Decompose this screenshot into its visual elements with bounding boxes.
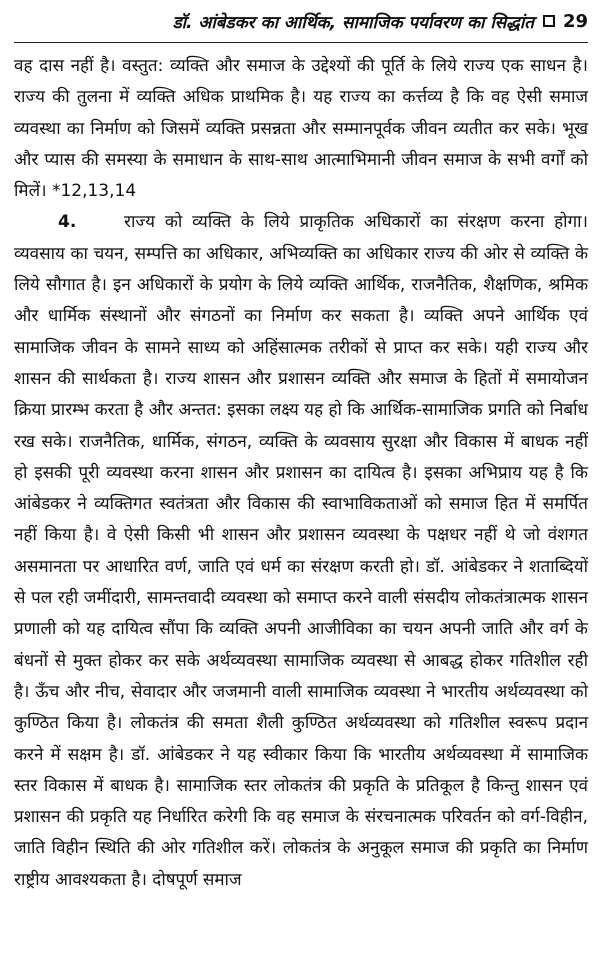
point-number: 4. xyxy=(58,212,77,233)
point-4-text: राज्य को व्यक्ति के लिये प्राकृतिक अधिकारों का संरक्षण करना होगा। व्यवसाय का चयन, सम्पत्ति का अधिकार, अभिव्यक्ति का अधिकार राज्य की ओर से व्यक्ति के लिये सौगात है। इन अधिकारों के प्रयोग के लिये व्यक्ति आर्थिक, राजनैतिक, शैक्षणिक, श्रमिक और धार्मिक संस्थानों और संगठनों का निर्माण कर सकता है। व्यक्ति अपने आर्थिक एवं सामाजिक जीवन के सामने साध्य को अहिंसात्मक तरीकों से प्राप्त कर सके। यही राज्य और शासन की सार्थकता है। राज्य शासन और प्रशासन व्यक्ति और समाज के हितों में समायोजन क्रिया प्रारम्भ करता है और अन्तत: इसका लक्ष्य यह हो कि आर्थिक-सामाजिक प्रगति को निर्बाध रख सके। राजनैतिक, धार्मिक, संगठन, व्यक्ति के व्यवसाय सुरक्षा और विकास में बाधक नहीं हो इसकी पूरी व्यवस्था करना शासन और प्रशासन का दायित्व है। इसका अभिप्राय यह है कि आंबेडकर ने व्यक्तिगत स्वतंत्रता और विकास की स्वाभाविकताओं को समाज हित में समर्पित नहीं किया है। वे ऐसी किसी भी शासन और प्रशासन व्यवस्था के पक्षधर नहीं थे जो वंशगत असमानता पर आधारित वर्ण, जाति एवं धर्म का संरक्षण करती हो। डॉ. आंबेडकर ने शताब्दियों से पल रही जमींदारी, सामन्तवादी व्यवस्था को समाप्त करने वाली संसदीय लोकतंत्रात्मक शासन प्रणाली को यह दायित्व सौंपा कि व्यक्ति अपनी आजीविका का चयन अपनी जाति और वर्ग के बंधनों से मुक्त होकर कर सके अर्थव्यवस्था सामाजिक व्यवस्था से आबद्ध होकर गतिशील रही है। ऊँच और नीच, सेवादार और जजमानी वाली सामाजिक व्यवस्था ने भारतीय अर्थव्यवस्था को कुण्ठित किया है। लोकतंत्र की समता शैली कुण्ठित अर्थव्यवस्था को गतिशील स्वरूप प्रदान करने में सक्षम है। डॉ. आंबेडकर ने यह स्वीकार किया कि भारतीय अर्थव्यवस्था में सामाजिक स्तर विकास में बाधक है। सामाजिक स्तर लोकतंत्र की प्रकृति के प्रतिकूल है किन्तु शासन एवं प्रशासन की प्रकृति यह निर्धारित करेगी कि वह समाज के संरचनात्मक परिवर्तन को वर्ग-विहीन, जाति विहीन स्थिति की ओर गतिशील करें। लोकतंत्र के अनुकूल समाज की प्रकृति का निर्माण राष्ट्रीय आवश्यकता है। दोषपूर्ण समाज xyxy=(14,212,588,890)
running-header-title: डॉ. आंबेडकर का आर्थिक, सामाजिक पर्यावरण का सिद्धांत xyxy=(172,12,534,33)
continuation-paragraph: वह दास नहीं है। वस्तुत: व्यक्ति और समाज के उद्देश्यों की पूर्ति के लिये राज्य एक साधन है। राज्य की तुलना में व्यक्ति अधिक प्राथमिक है। यह राज्य का कर्त्तव्य है कि वह ऐसी समाज व्यवस्था का निर्माण को जिसमें व्यक्ति प्रसन्नता और सम्मानपूर्वक जीवन व्यतीत कर सके। भूख और प्यास की समस्या के समाधान के साथ-साथ आत्माभिमानी जीवन समाज के सभी वर्गों को मिलें। *12,13,14 xyxy=(14,56,588,202)
body-text xyxy=(14,51,588,896)
point-4-paragraph xyxy=(14,207,588,896)
page-number: 29 xyxy=(562,10,588,32)
running-header xyxy=(14,0,588,43)
square-bullet-icon xyxy=(543,15,555,27)
